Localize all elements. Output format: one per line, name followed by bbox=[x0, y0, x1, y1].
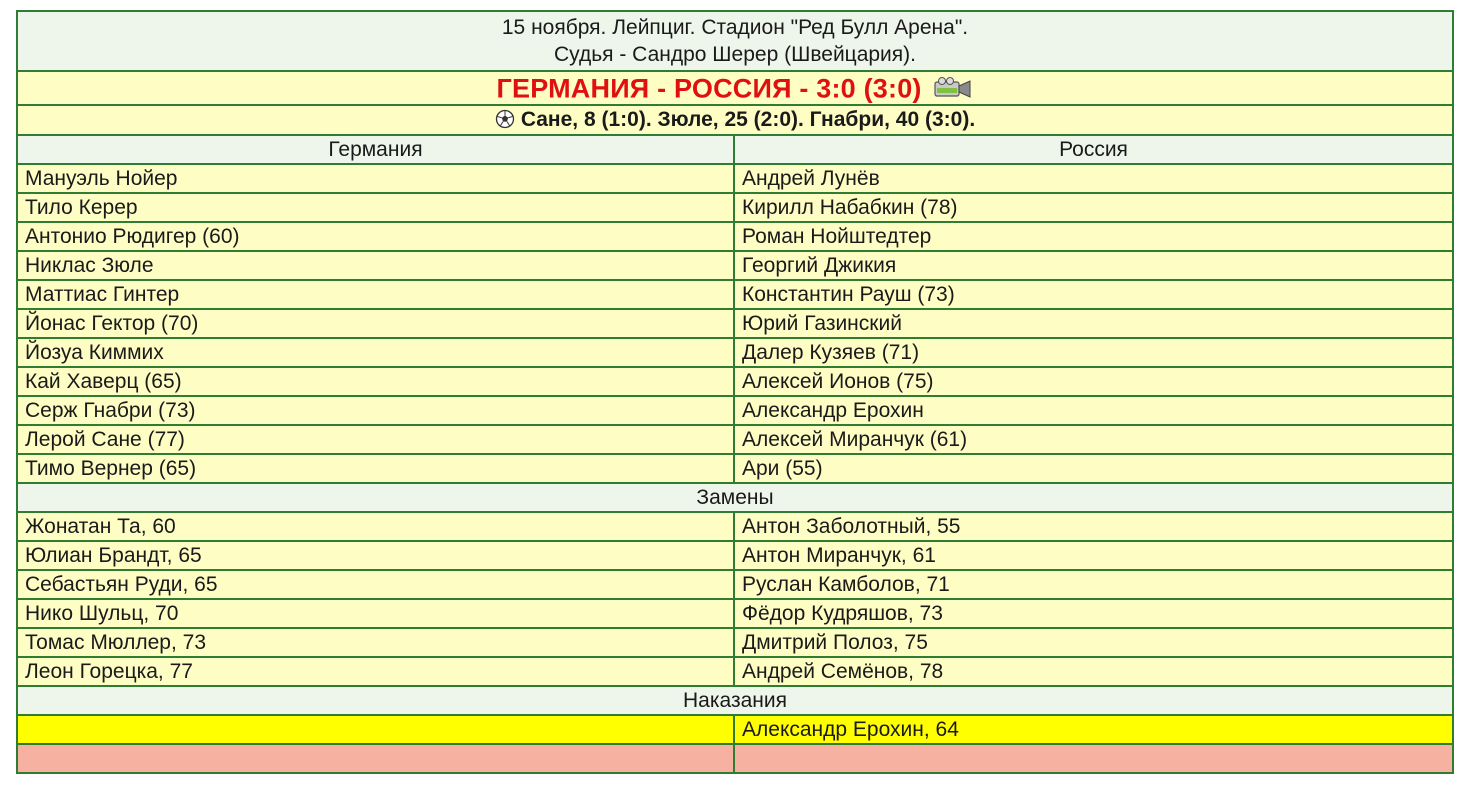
away-sub: Антон Заболотный, 55 bbox=[734, 512, 1453, 541]
home-player: Тимо Вернер (65) bbox=[17, 454, 734, 483]
home-player: Маттиас Гинтер bbox=[17, 280, 734, 309]
lineup-row bbox=[17, 396, 1453, 425]
home-player: Кай Хаверц (65) bbox=[17, 367, 734, 396]
substitution-row bbox=[17, 628, 1453, 657]
substitution-row bbox=[17, 512, 1453, 541]
home-sub: Томас Мюллер, 73 bbox=[17, 628, 734, 657]
lineup-row bbox=[17, 251, 1453, 280]
home-sub: Себастьян Руди, 65 bbox=[17, 570, 734, 599]
substitutions-header: Замены bbox=[17, 483, 1453, 512]
lineup-row bbox=[17, 280, 1453, 309]
away-team-header: Россия bbox=[734, 135, 1453, 164]
lineup-row bbox=[17, 425, 1453, 454]
substitution-row bbox=[17, 657, 1453, 686]
home-red-card bbox=[17, 744, 734, 773]
substitution-row bbox=[17, 599, 1453, 628]
yellow-card-row bbox=[17, 715, 1453, 744]
penalties-header: Наказания bbox=[17, 686, 1453, 715]
away-player: Алексей Ионов (75) bbox=[734, 367, 1453, 396]
goals-summary: Сане, 8 (1:0). Зюле, 25 (2:0). Гнабри, 40 (3:0). bbox=[520, 108, 976, 132]
away-player: Георгий Джикия bbox=[734, 251, 1453, 280]
away-player: Алексей Миранчук (61) bbox=[734, 425, 1453, 454]
away-player: Далер Кузяев (71) bbox=[734, 338, 1453, 367]
home-sub: Нико Шульц, 70 bbox=[17, 599, 734, 628]
away-sub: Андрей Семёнов, 78 bbox=[734, 657, 1453, 686]
away-sub: Антон Миранчук, 61 bbox=[734, 541, 1453, 570]
home-player: Серж Гнабри (73) bbox=[17, 396, 734, 425]
away-sub: Фёдор Кудряшов, 73 bbox=[734, 599, 1453, 628]
away-sub: Дмитрий Полоз, 75 bbox=[734, 628, 1453, 657]
substitution-row bbox=[17, 541, 1453, 570]
match-info-cell bbox=[17, 11, 1453, 71]
home-sub: Леон Горецка, 77 bbox=[17, 657, 734, 686]
soccer-ball-icon bbox=[495, 109, 515, 129]
lineup-row bbox=[17, 454, 1453, 483]
home-player: Йозуа Киммих bbox=[17, 338, 734, 367]
score-cell bbox=[17, 71, 1453, 105]
home-player: Никлас Зюле bbox=[17, 251, 734, 280]
lineup-row bbox=[17, 367, 1453, 396]
away-sub: Руслан Камболов, 71 bbox=[734, 570, 1453, 599]
video-camera-icon[interactable] bbox=[933, 76, 973, 100]
away-player: Юрий Газинский bbox=[734, 309, 1453, 338]
lineup-row bbox=[17, 222, 1453, 251]
goals-cell bbox=[17, 105, 1453, 135]
home-team-header: Германия bbox=[17, 135, 734, 164]
away-player: Андрей Лунёв bbox=[734, 164, 1453, 193]
home-player: Йонас Гектор (70) bbox=[17, 309, 734, 338]
away-player: Роман Нойштедтер bbox=[734, 222, 1453, 251]
home-player: Тило Керер bbox=[17, 193, 734, 222]
lineup-row bbox=[17, 309, 1453, 338]
substitution-row bbox=[17, 570, 1453, 599]
red-card-row bbox=[17, 744, 1453, 773]
lineup-row bbox=[17, 193, 1453, 222]
home-sub: Жонатан Та, 60 bbox=[17, 512, 734, 541]
home-player: Мануэль Нойер bbox=[17, 164, 734, 193]
lineup-row bbox=[17, 338, 1453, 367]
away-player: Ари (55) bbox=[734, 454, 1453, 483]
away-player: Александр Ерохин bbox=[734, 396, 1453, 425]
away-player: Константин Рауш (73) bbox=[734, 280, 1453, 309]
home-sub: Юлиан Брандт, 65 bbox=[17, 541, 734, 570]
away-yellow-card: Александр Ерохин, 64 bbox=[734, 715, 1453, 744]
match-referee: Судья - Сандро Шерер (Швейцария). bbox=[553, 43, 916, 66]
home-player: Антонио Рюдигер (60) bbox=[17, 222, 734, 251]
home-player: Лерой Сане (77) bbox=[17, 425, 734, 454]
match-date-venue: 15 ноября. Лейпциг. Стадион "Ред Булл Арена". bbox=[501, 16, 969, 39]
match-score: ГЕРМАНИЯ - РОССИЯ - 3:0 (3:0) bbox=[496, 73, 922, 104]
home-yellow-card bbox=[17, 715, 734, 744]
lineup-row bbox=[17, 164, 1453, 193]
away-player: Кирилл Набабкин (78) bbox=[734, 193, 1453, 222]
match-report-table bbox=[16, 10, 1454, 774]
away-red-card bbox=[734, 744, 1453, 773]
